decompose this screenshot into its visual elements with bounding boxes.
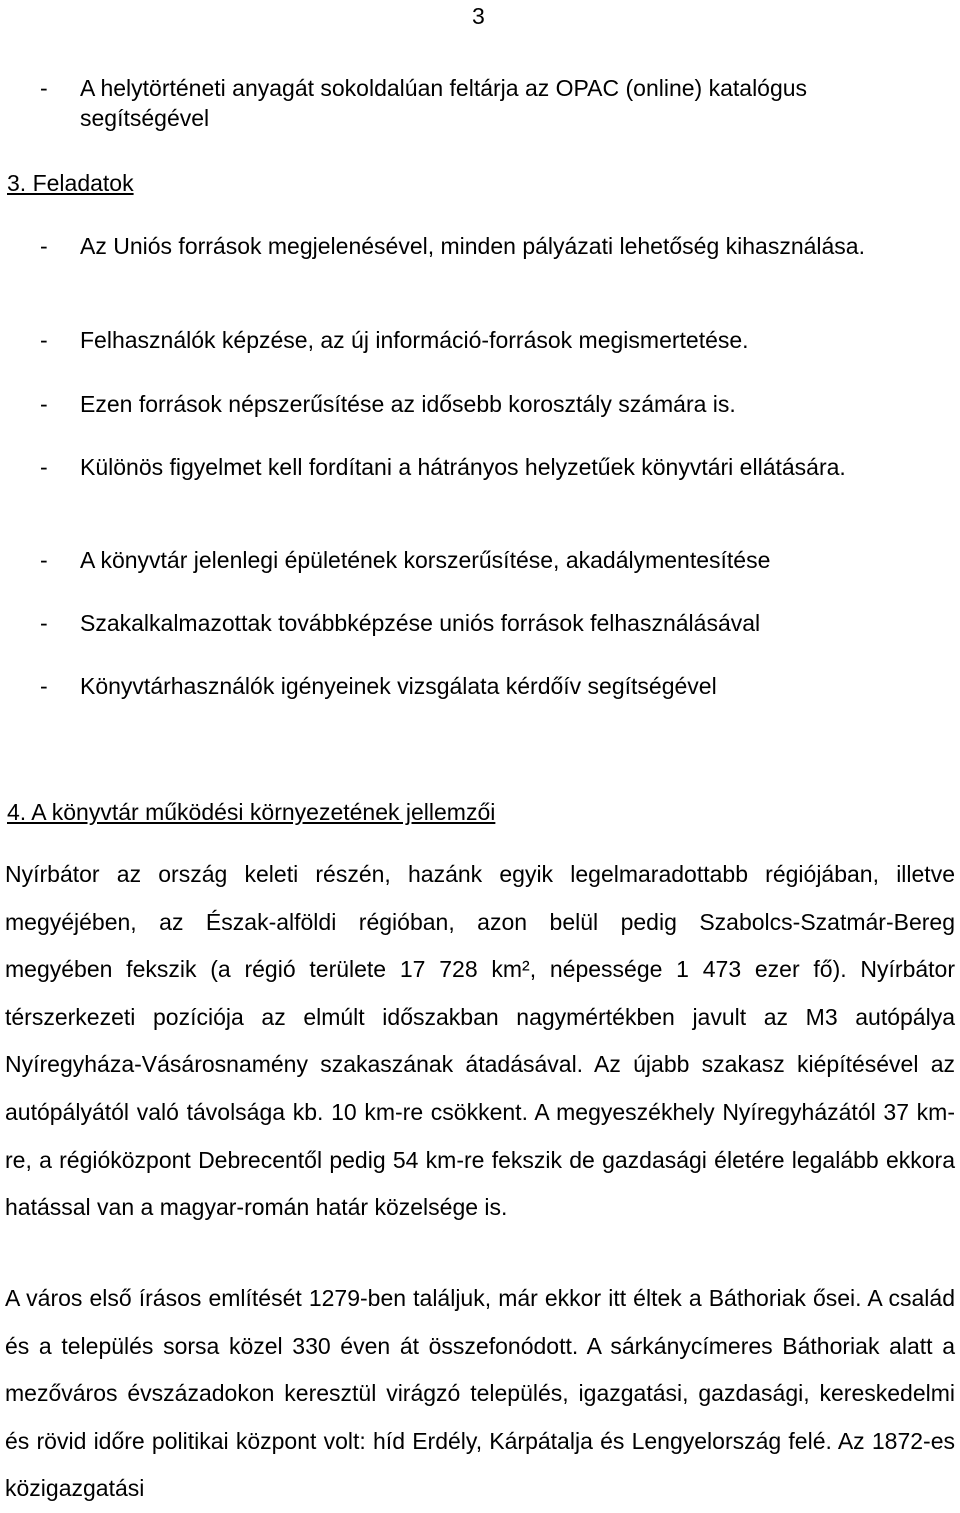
list-item-text: A könyvtár jelenlegi épületének korszerűsítése, akadálymentesítése <box>80 547 771 573</box>
list-item-text: Az Uniós források megjelenésével, minden pályázati lehetőség kihasználása. <box>80 233 865 259</box>
list-item-text: A helytörténeti anyagát sokoldalúan feltárja az OPAC (online) katalógus segítségével <box>80 75 808 131</box>
bullet-dash: - <box>40 673 48 699</box>
bullet-dash: - <box>40 75 48 101</box>
list-item <box>40 452 940 482</box>
list-item <box>40 389 940 419</box>
list-item-text: Felhasználók képzése, az új információ-források megismertetése. <box>80 327 749 353</box>
bullet-dash: - <box>40 454 48 480</box>
list-item-text: Könyvtárhasználók igényeinek vizsgálata kérdőív segítségével <box>80 673 717 699</box>
list-item-text: Különös figyelmet kell fordítani a hátrányos helyzetűek könyvtári ellátására. <box>80 454 846 480</box>
section-heading-4: 4. A könyvtár működési környezetének jellemzői <box>7 799 496 825</box>
list-item <box>40 545 940 575</box>
list-item-text: Szakalkalmazottak továbbképzése uniós források felhasználásával <box>80 610 761 636</box>
list-item <box>40 325 940 355</box>
page-number: 3 <box>472 3 485 29</box>
body-paragraph: Nyírbátor az ország keleti részén, hazánk egyik legelmaradottabb régiójában, illetve megyéjében, az Észak-alföldi régióban, azon belül pedig Szabolcs-Szatmár-Bereg megyében fekszik (a régió területe 17 728 km², népessége 1 473 ezer fő). Nyírbátor térszerkezeti pozíciója az elmúlt időszakban nagymértékben javult az M3 autópálya Nyíregyháza-Vásárosnamény szakaszának átadásával. Az újabb szakasz kiépítésével az autópályától való távolsága kb. 10 km-re csökkent. A megyeszékhely Nyíregyházától 37 km-re, a régióközpont Debrecentől pedig 54 km-re fekszik de gazdasági életére legalább ekkora hatással van a magyar-román határ közelsége is. <box>5 861 955 1221</box>
list-item <box>40 231 940 261</box>
list-item <box>40 671 940 701</box>
body-paragraph: A város első írásos említését 1279-ben találjuk, már ekkor itt éltek a Báthoriak ősei. A család és a település sorsa közel 330 éven át összefonódott. A sárkánycímeres Báthoriak alatt a mezőváros évszázadokon keresztül virágzó település, igazgatási, gazdasági, kereskedelmi és rövid időre politikai központ volt: híd Erdély, Kárpátalja és Lengyelország felé. Az 1872-es közigazgatási <box>5 1285 955 1502</box>
list-item <box>40 608 940 638</box>
bullet-dash: - <box>40 547 48 573</box>
bullet-dash: - <box>40 610 48 636</box>
bullet-dash: - <box>40 233 48 259</box>
section-heading-3: 3. Feladatok <box>7 170 134 196</box>
list-item-text: Ezen források népszerűsítése az idősebb korosztály számára is. <box>80 391 736 417</box>
list-item <box>40 73 940 133</box>
bullet-dash: - <box>40 391 48 417</box>
bullet-dash: - <box>40 327 48 353</box>
